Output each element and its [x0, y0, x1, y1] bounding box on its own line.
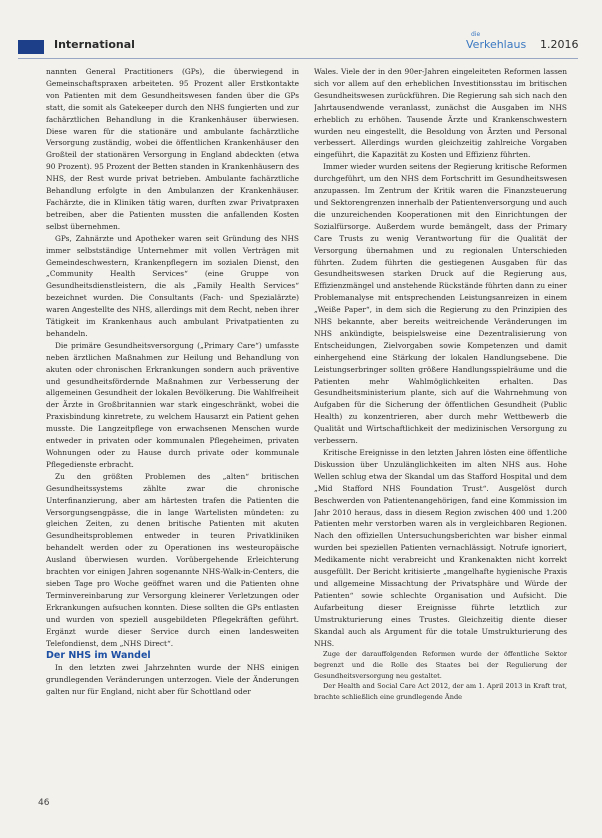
paragraph: Zu den größten Problemen des „alten“ britischen Gesundheitssystems zählte zwar die chronische Unterfinanzierung, aber am härtesten trafen die Patienten die Versorgungsengpässe, die in lange Wartelisten mündeten: zu gleichen Zeiten, zu denen britische Patienten mit akuten Gesundheitsproblemen entweder in teuren Privatkliniken behandelt werden oder zu Operationen ins westeuropäische Ausland überwiesen wurden. Vorübergehende Erleichterung brachten vor einigen Jahren sogenannte NHS-Walk-in-Centers, die sieben Tage pro Woche geöffnet waren und die Patienten ohne Terminvereinbarung zur Versorgung kleinerer Verletzungen oder Erkrankungen aufsuchen konnten. Diese sollten die GPs entlasten und wurden von speziell ausgebildeten Pflegekräften geführt. Ergänzt wurde dieser Service durch einen landesweiten Telefondienst, dem „NHS Direct“.	[46, 471, 299, 648]
section-color-tab	[18, 40, 44, 54]
paragraph: Die primäre Gesundheitsversorgung („Primary Care“) umfasste neben ärztlichen Maßnahmen zur Heilung und Behandlung von akuten oder chronischen Erkrankungen sondern auch präventive und gesundheitsfördernde Maßnahmen zur Verbesserung der allgemeinen Gesundheit der lokalen Bevölkerung. Die Wahlfreiheit der Ärzte in Großbritannien war stark eingeschränkt, wobei die Praxisbindung kinretrete, zu welchem Hausarzt ein Patient gehen musste. Die Langzeitpflege von erwachsenen Menschen wurde entweder in privaten oder kommunalen Pflegeheimen, privaten Wohnungen oder zu Hause durch private oder kommunale Pflegedienste erbracht.	[46, 340, 299, 469]
paragraph: In den letzten zwei Jahrzehnten wurde der NHS einigen grundlegenden Veränderungen unterzogen. Viele der Änderungen galten nur für England, nicht aber für Schottland oder	[46, 663, 299, 697]
paragraph: Der Health and Social Care Act 2012, der am 1. April 2013 in Kraft trat, brachte schließlich eine grundlegende Ände	[314, 682, 567, 701]
page-number: 46	[38, 798, 50, 808]
issue-number: 1.2016	[540, 38, 579, 51]
paragraph: Kritische Ereignisse in den letzten Jahren lösten eine öffentliche Diskussion über Unzulänglichkeiten im alten NHS aus. Hohe Wellen schlug etwa der Skandal um das Stafford Hospital und dem „Mid Stafford NHS Foundation Trust“. Ausgelöst durch Beschwerden von Patientenangehörigen, fand eine Kommission im Jahr 2010 heraus, dass in diesem Region zwischen 400 und 1.200 Patienten mehr verstorben waren als in vergleichbaren Regionen. Nach den offiziellen Untersuchungsberichten war bisher einmal wurden bei speziellen Patienten vernachlässigt. Notrufe ignoriert, Medikamente nicht verabreicht und Krankenakten nicht korrekt ausgefüllt. Der Bericht kritisierte „mangelhafte hygienische Praxis und allgemeine Missachtung der Privatsphäre und Würde der Patienten“ sowie schlechte Organisation und Aufsicht. Die Aufarbeitung dieser Ereignisse führte letztlich zur Umstrukturierung eines Trustes. Gleichzeitig diente dieser Skandal auch als Argument für die totale Umstrukturierung des NHS.	[314, 448, 567, 648]
right-column	[314, 66, 567, 814]
paragraph: nannten General Practitioners (GPs), die überwiegend in Gemeinschaftspraxen arbeiteten. 95 Prozent aller Erstkontakte von Patienten mit dem Gesundheitswesen fanden über die GPs statt, die somit als Gatekeeper durch den NHS fungierten und zur fachärztlichen Behandlung in die Krankenhäuser überwiesen. Diese waren für die stationäre und ambulante fachärztliche Versorgung zuständig, wobei die öffentlichen Krankenhäuser den Großteil der stationären Versorgung in England abdeckten (etwa 90 Prozent). 95 Prozent der Betten standen in Krankenhäusern des NHS, der Rest wurde privat betrieben. Ambulante fachärztliche Behandlung erfolgte in den Ambulanzen der Krankenhäuser. Fachärzte, die in Kliniken tätig waren, durften zwar Privatpraxen betreiben, aber die Patienten mussten die anfallenden Kosten selbst übernehmen.	[46, 67, 299, 231]
paragraph: GPs, Zahnärzte und Apotheker waren seit Gründung des NHS immer selbstständige Unternehmer mit vollen Verträgen mit Gemeindeschwestern, Krankenpflegern im sozialen Dienst, den „Community Health Services“ (eine Gruppe von Gesundheitsdienstleistern, die als „Family Health Services“ bezeichnet wurden. Die Consultants (Fach- und Spezialärzte) waren Angestellte des NHS, allerdings mit dem Recht, neben ihrer Tätigkeit im Krankenhaus auch ambulant Privatpatienten zu behandeln.	[46, 233, 299, 338]
section-heading: Der NHS im Wandel	[46, 650, 151, 662]
logo-small-text: die	[471, 31, 481, 38]
logo-main-text: Verkehlaus	[466, 38, 527, 51]
section-label: International	[54, 38, 135, 51]
left-column	[46, 66, 299, 814]
paragraph: Wales. Viele der in den 90er-Jahren eingeleiteten Reformen lassen sich vor allem auf den erheblichen Investitionsstau im britischen Gesundheitswesen zurückführen. Die Regierung sah sich nach den Jahrtausendwende veranlasst, zunächst die Ausgaben im NHS erheblich zu erhöhen. Tausende Ärzte und Krankenschwestern wurden neu eingestellt, die Besoldung von Ärzten und Personal verbessert. Allerdings wurden gleichzeitig zahlreiche Vorgaben eingeführt, die Kapazität zu Kosten und Effizienz führten.	[314, 67, 567, 160]
magazine-logo	[466, 31, 526, 55]
paragraph: Zuge der darauffolgenden Reformen wurde der öffentliche Sektor begrenzt und die Rolle des Staates bei der Regulierung der Gesundheitsversorgung neu gestaltet.	[314, 650, 567, 680]
paragraph: Immer wieder wurden seitens der Regierung kritische Reformen durchgeführt, um den NHS dem Fortschritt im Gesundheitswesen anzupassen. Im Zentrum der Kritik waren die Finanzsteuerung und Sektorengrenzen innerhalb der Patientenversorgung und auch die unzureichenden Kooperationen mit den Einrichtungen der Sozialfürsorge. Außerdem wurde bemängelt, dass der Primary Care Trusts zu wenig Verantwortung für die Qualität der Versorgung übernahmen und zu regionalen Unterschieden führten. Zudem führten die gestiegenen Ausgaben für das Gesundheitswesen starken Druck auf die Regierung aus, Effizienzmängel und anstehende Rückstände führten dann zu einer Problemanalyse mit entsprechenden Leistungsanreizen in einem „Weiße Paper“, in dem sich die Regierung zu den Prinzipien des NHS bekannte, aber bereits weitreichende Veränderungen im NHS ankündigte, beispielsweise eine Dezentralisierung von Entscheidungen, Zielvorgaben sowie Kompetenzen und damit einhergehend eine Stärkung der lokalen Handlungsebene. Die Leistungserbringer sollten größere Handlungsspielräume und die Patienten mehr Wahlmöglichkeiten erhalten. Das Gesundheitsministerium plante, sich auf die Wahrnehmung von Aufgaben für die Sicherung der öffentlichen Gesundheit (Public Health) zu konzentrieren, aber durch mehr Wettbewerb die Qualität und Wirtschaftlichkeit der medizinischen Versorgung zu verbessern.	[314, 162, 567, 446]
